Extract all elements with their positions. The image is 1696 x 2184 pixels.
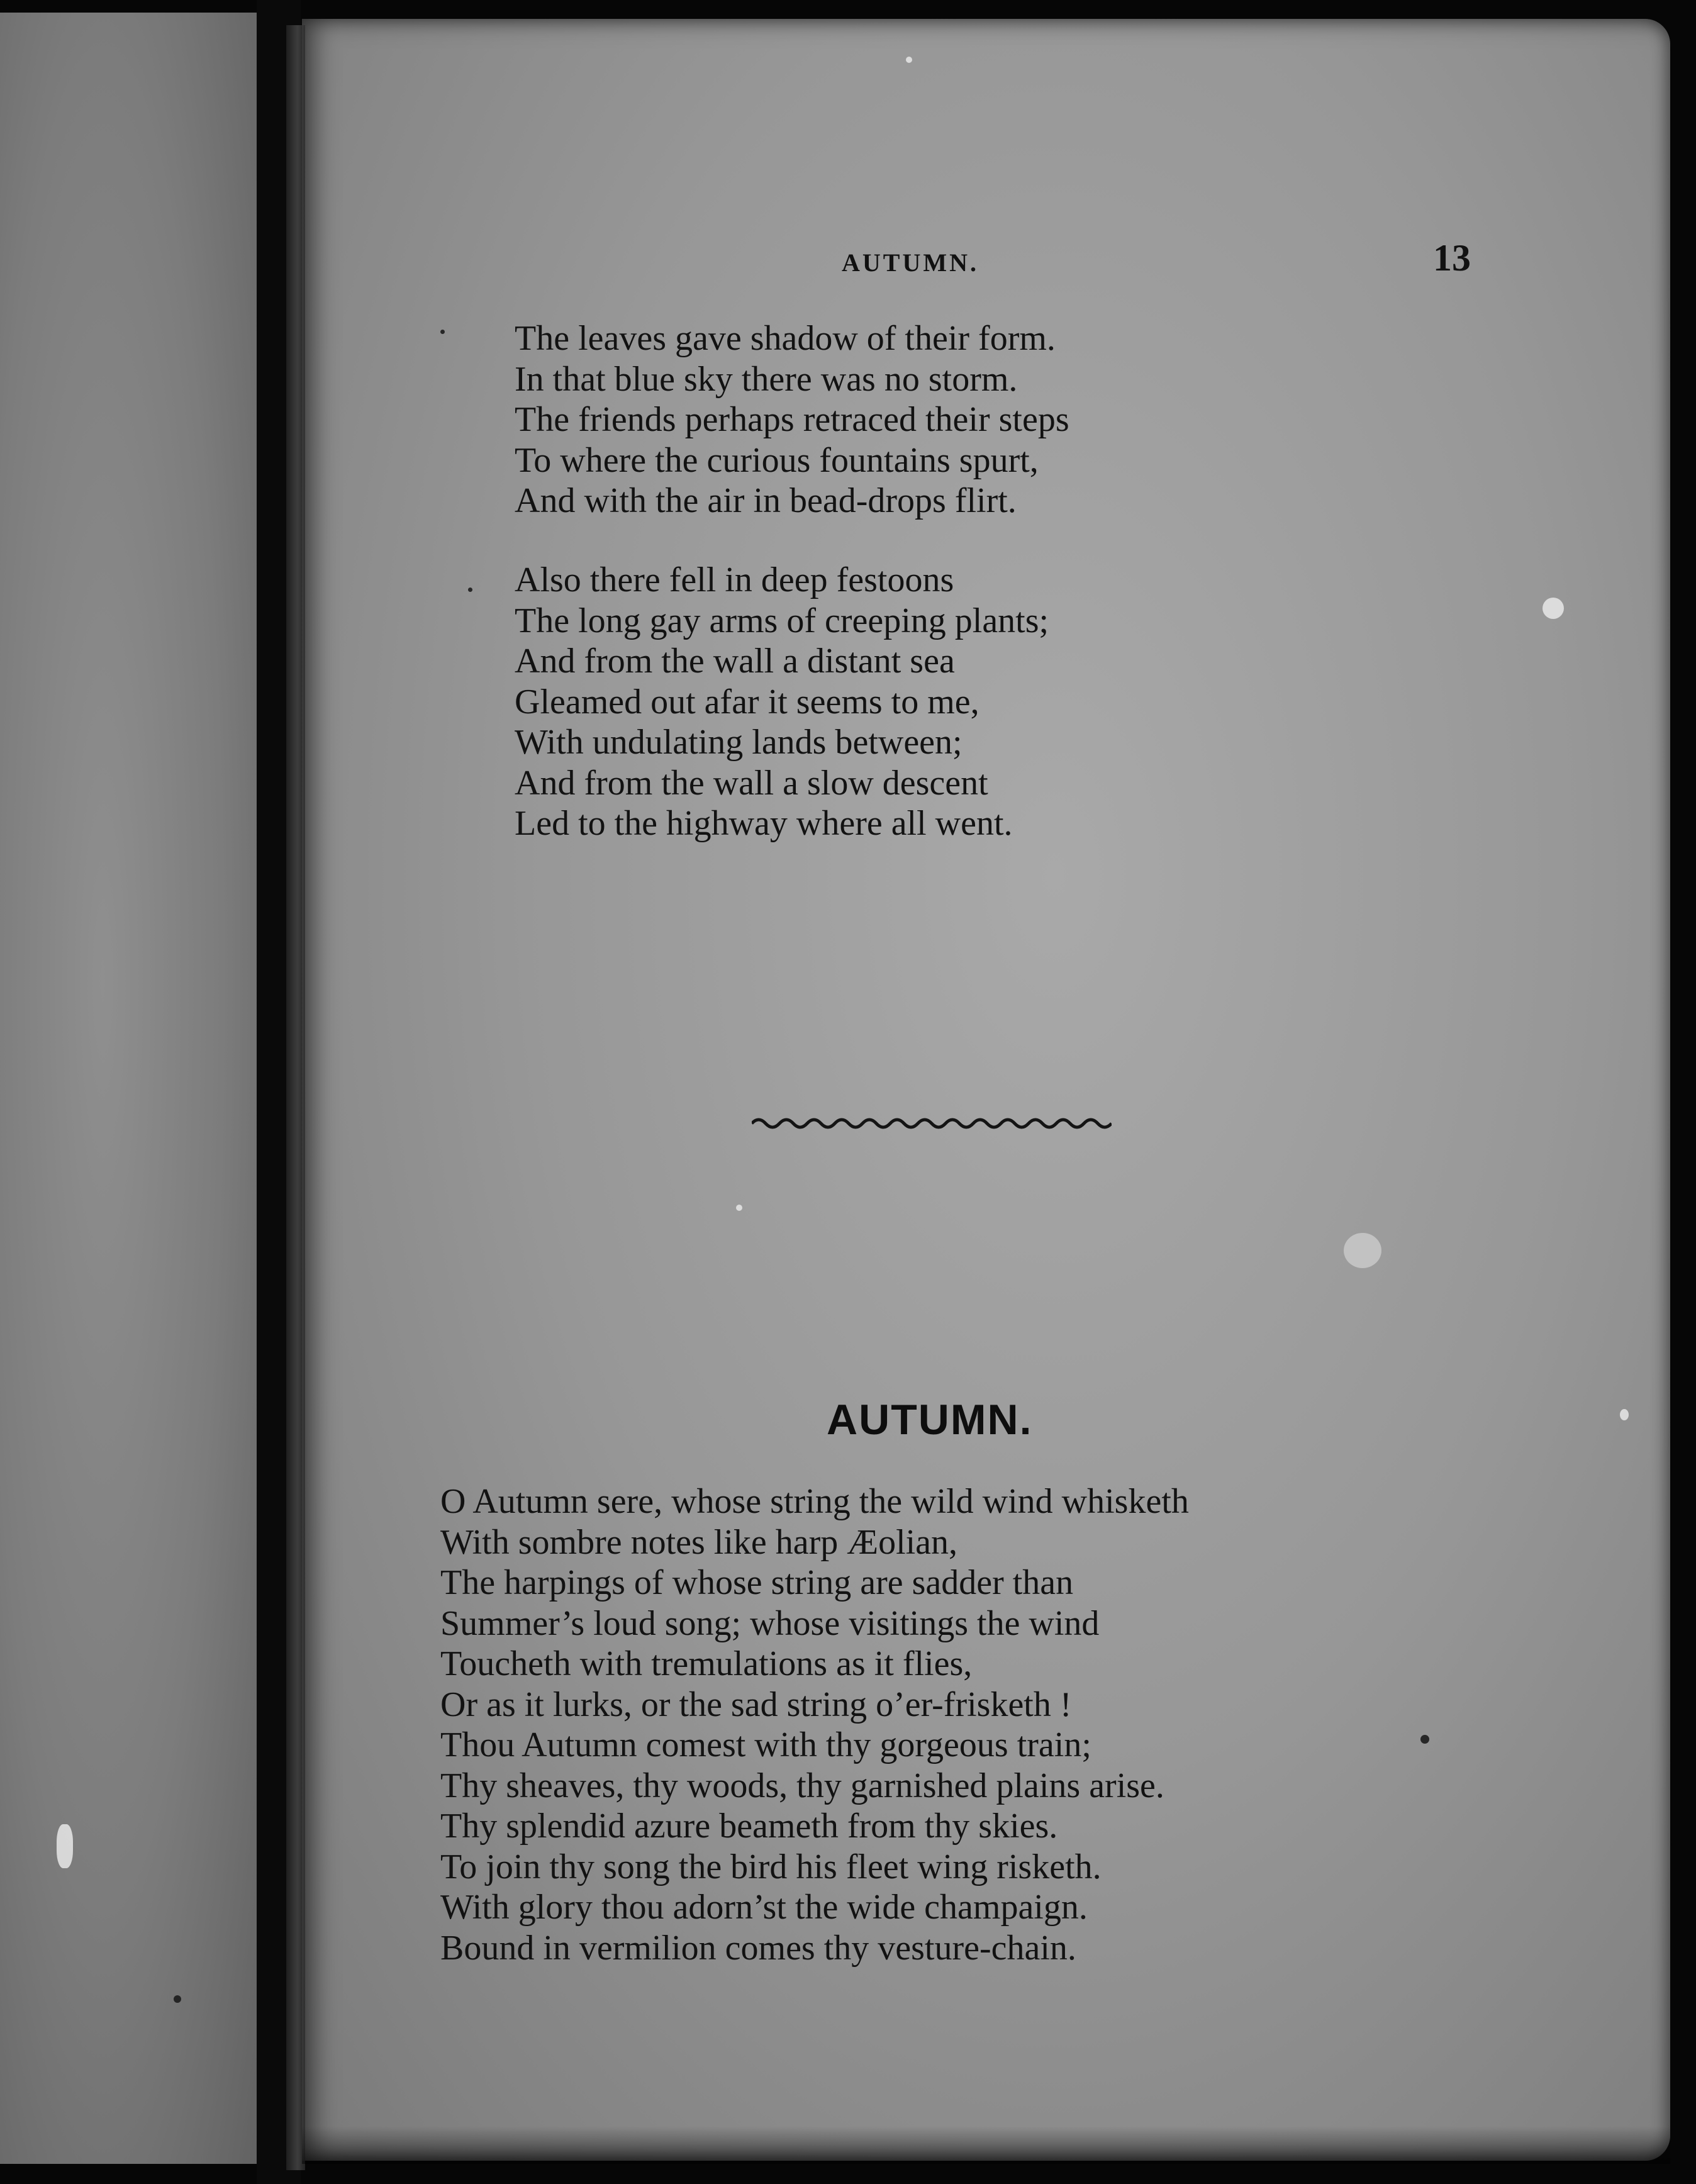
ink-speck	[468, 588, 472, 592]
poem-line: Or as it lurks, or the sad string o’er-frisketh !	[440, 1685, 1072, 1724]
poem-line: Gleamed out afar it seems to me,	[515, 682, 979, 722]
paper-speck	[736, 1205, 742, 1211]
paper-speck	[906, 57, 912, 63]
ink-speck	[174, 1995, 181, 2003]
poem-line: And from the wall a distant sea	[515, 642, 955, 681]
poem-line: Toucheth with tremulations as it flies,	[440, 1644, 973, 1683]
paper-speck	[1344, 1233, 1381, 1268]
poem-line: Thou Autumn comest with thy gorgeous train;	[440, 1725, 1091, 1764]
poem-line: Thy sheaves, thy woods, thy garnished plains arise.	[440, 1766, 1164, 1805]
poem-line: Led to the highway where all went.	[515, 804, 1013, 843]
poem-line: With glory thou adorn’st the wide champaign.	[440, 1888, 1088, 1927]
ink-speck	[1420, 1735, 1429, 1744]
ink-speck	[440, 330, 445, 334]
poem-line: With sombre notes like harp Æolian,	[440, 1522, 958, 1562]
poem-body	[440, 1481, 1189, 1968]
poem-line: And with the air in bead-drops flirt.	[515, 481, 1017, 520]
poem-line: To join thy song the bird his fleet wing risketh.	[440, 1847, 1102, 1886]
left-page	[0, 13, 257, 2164]
paper-speck	[1620, 1409, 1629, 1420]
poem-line: O Autumn sere, whose string the wild wind whisketh	[440, 1482, 1189, 1521]
stanza-2	[515, 560, 1049, 844]
poem-line: Summer’s loud song; whose visitings the wind	[440, 1603, 1100, 1643]
poem-line: And from the wall a slow descent	[515, 763, 988, 803]
paper-speck	[1543, 598, 1564, 619]
poem-title: AUTUMN.	[827, 1396, 1033, 1444]
poem-line: The friends perhaps retraced their steps	[515, 400, 1069, 439]
paper-speck	[57, 1824, 73, 1868]
poem-line: In that blue sky there was no storm.	[515, 359, 1018, 399]
poem-line: Also there fell in deep festoons	[515, 560, 954, 599]
wavy-divider-ornament	[752, 1115, 1112, 1132]
poem-line: The long gay arms of creeping plants;	[515, 601, 1049, 640]
stanza-1	[515, 318, 1069, 521]
poem-line: The harpings of whose string are sadder than	[440, 1563, 1074, 1602]
page-bottom-shadow	[302, 2126, 1670, 2164]
poem-line: With undulating lands between;	[515, 723, 962, 762]
page-number: 13	[1433, 237, 1471, 279]
poem-line: Bound in vermilion comes thy vesture-chain.	[440, 1928, 1076, 1968]
poem-line: To where the curious fountains spurt,	[515, 440, 1039, 480]
gutter-edge	[286, 25, 305, 2170]
poem-line: The leaves gave shadow of their form.	[515, 319, 1056, 358]
running-head: AUTUMN.	[842, 248, 979, 277]
poem-line: Thy splendid azure beameth from thy skies.	[440, 1807, 1058, 1846]
